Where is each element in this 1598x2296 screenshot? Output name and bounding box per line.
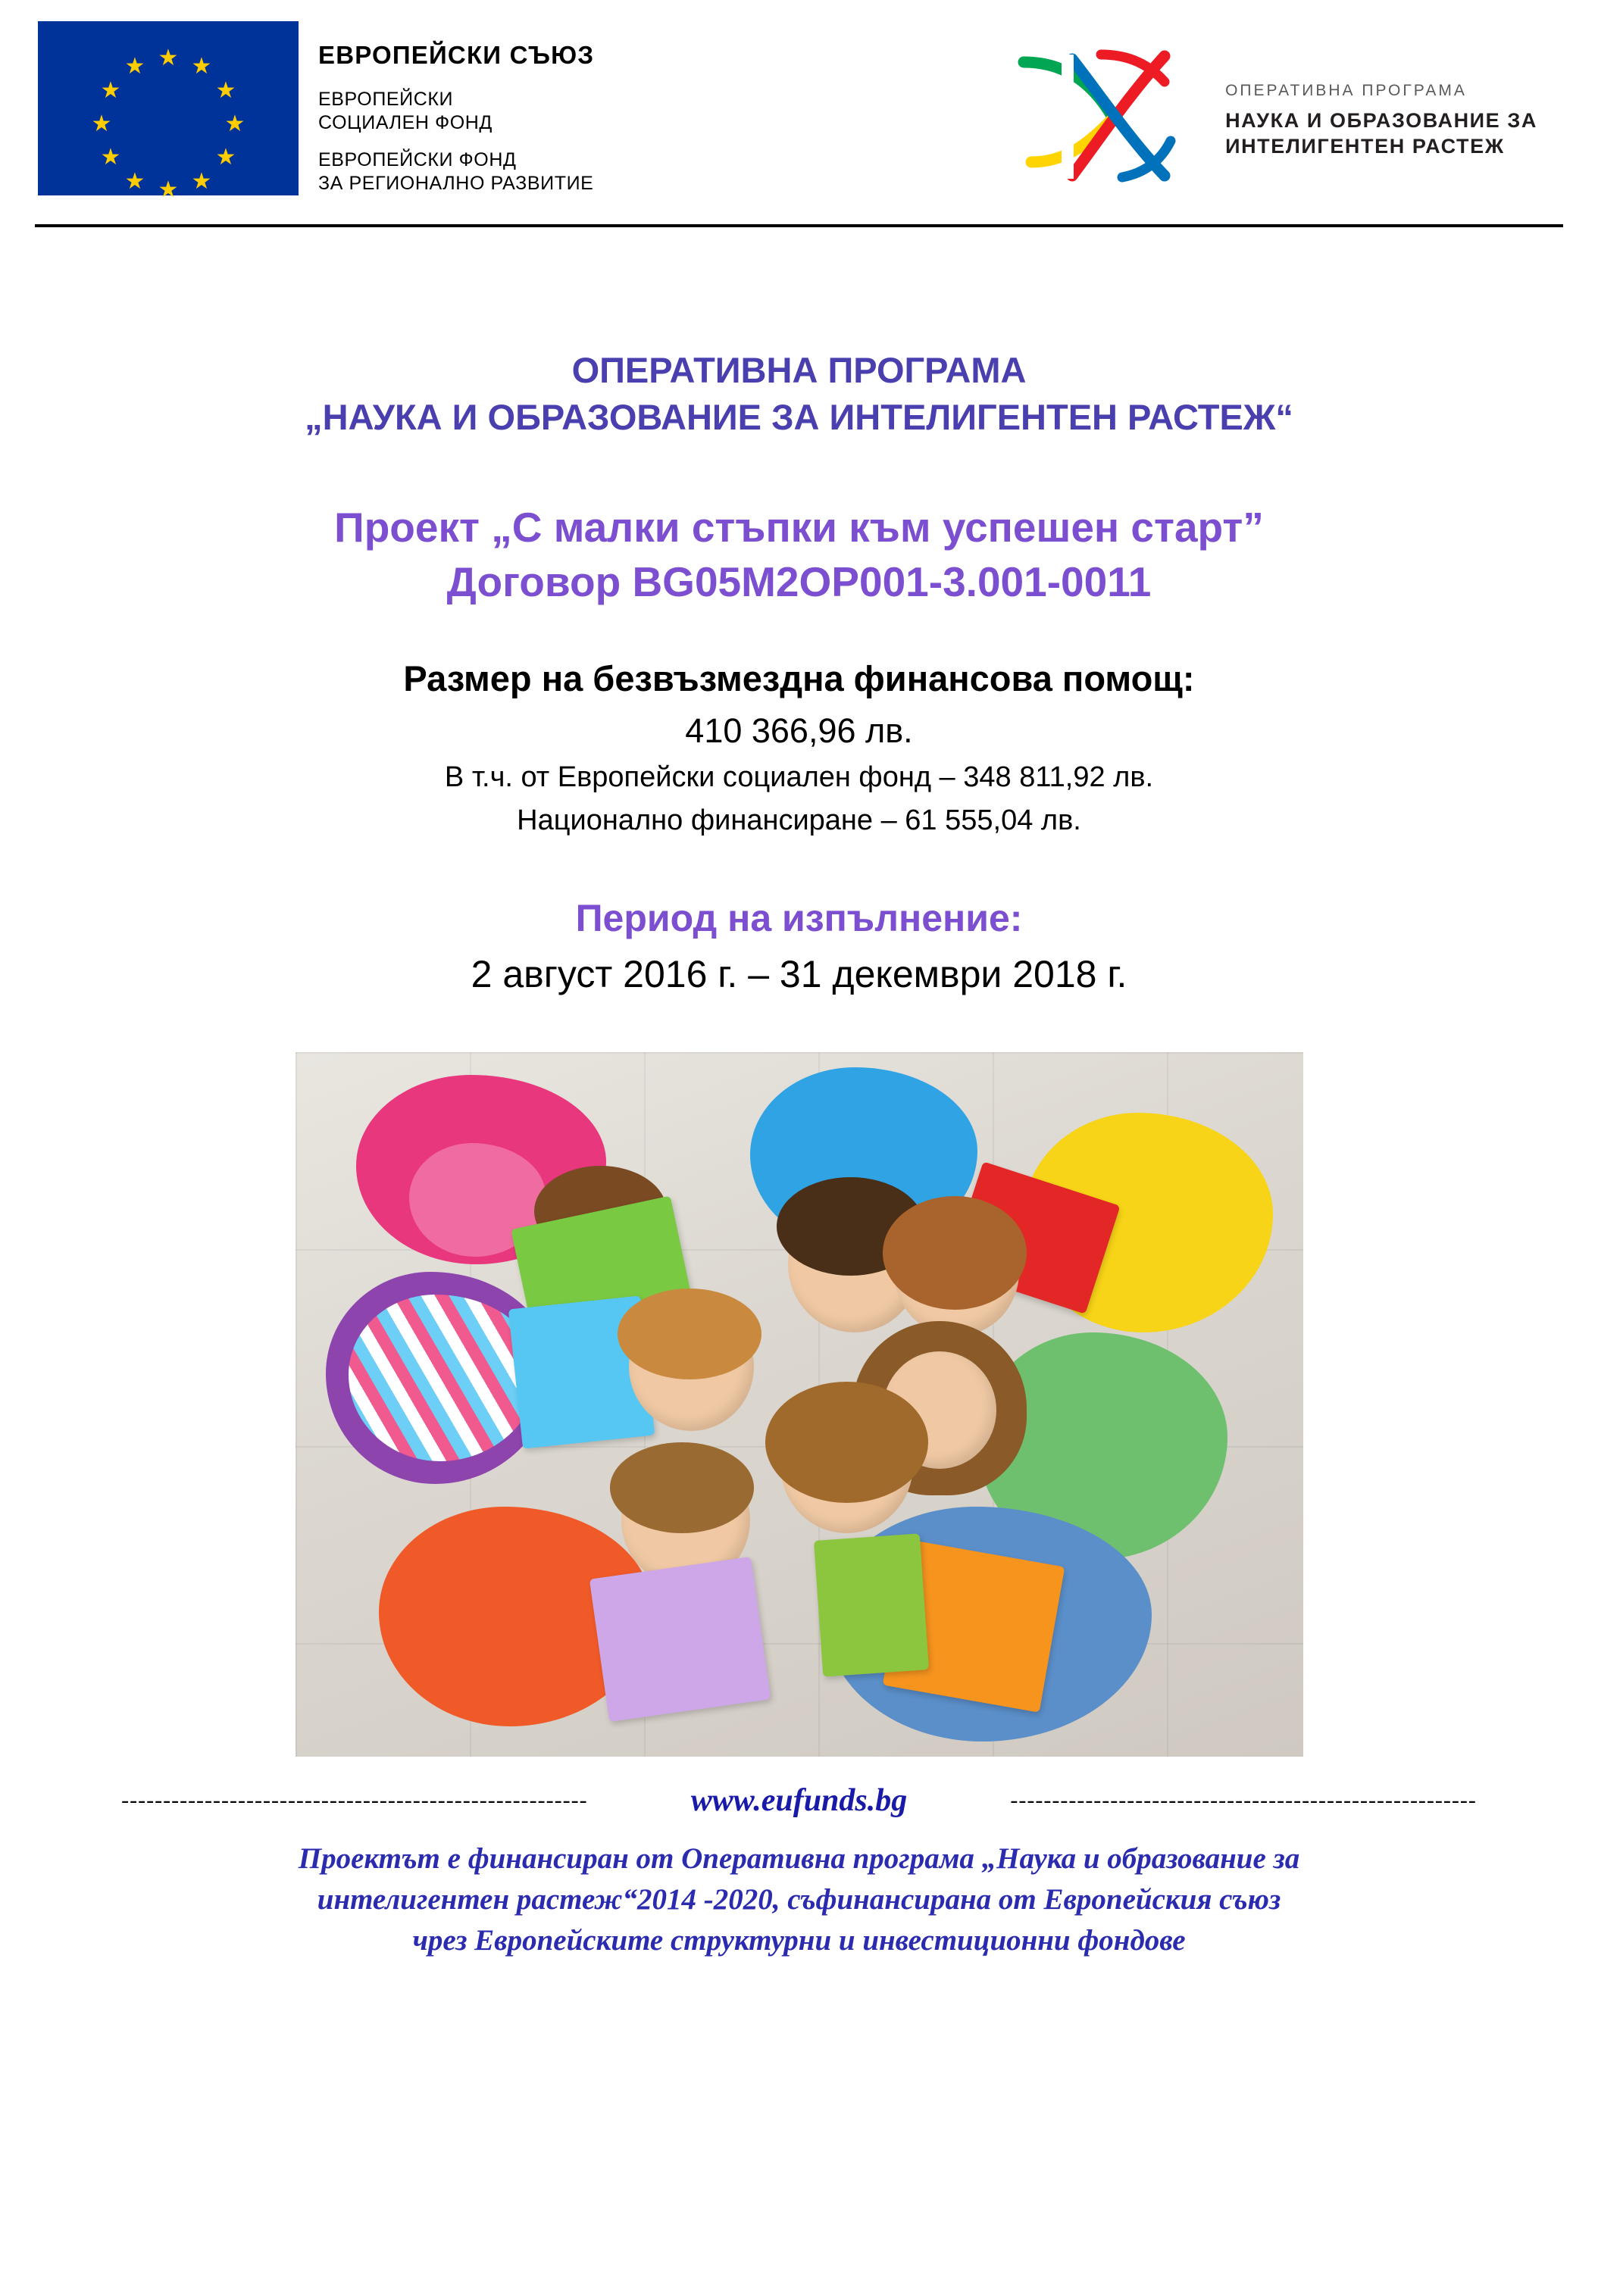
document-header [0, 0, 1598, 227]
eu-title: ЕВРОПЕЙСКИ СЪЮЗ [318, 41, 595, 69]
eu-line-3: ЕВРОПЕЙСКИ ФОНД [318, 149, 517, 170]
eu-flag-icon: ★ ★ ★ ★ ★ ★ ★ ★ ★ ★ ★ ★ [38, 21, 299, 195]
footer-disclaimer-line-3: чрез Европейските структурни и инвестиционни фондове [412, 1924, 1186, 1957]
footer-disclaimer-line-2: интелигентен растеж“2014 -2020, съфинансирана от Европейския съюз [317, 1883, 1281, 1916]
period-dates: 2 август 2016 г. – 31 декември 2018 г. [471, 953, 1127, 995]
eufunds-link[interactable]: www.eufunds.bg [690, 1783, 908, 1818]
footer-url-row [30, 1782, 1568, 1819]
eu-text-block [318, 21, 594, 195]
op-small-label: ОПЕРАТИВНА ПРОГРАМА [1225, 82, 1467, 99]
op-science-education-logo-icon [1016, 48, 1206, 185]
op-logo-block [1016, 21, 1553, 185]
photo-book-lightgreen [813, 1533, 928, 1676]
grant-title: Размер на безвъзмездна финансова помощ: [403, 658, 1195, 698]
photo-hair-3 [883, 1196, 1027, 1310]
eu-line-4: ЗА РЕГИОНАЛНО РАЗВИТИЕ [318, 173, 594, 194]
footer-dashes-left: -------------------------------------------------------- [121, 1788, 588, 1813]
eu-emblem-block [38, 21, 595, 202]
op-big-line-2: ИНТЕЛИГЕНТЕН РАСТЕЖ [1225, 135, 1505, 158]
photo-hair-7 [765, 1382, 928, 1503]
document-footer [0, 1782, 1598, 1961]
op-big-line-1: НАУКА И ОБРАЗОВАНИЕ ЗА [1225, 109, 1537, 132]
op-text-block [1225, 48, 1537, 159]
grant-esf-amount: В т.ч. от Европейски социален фонд – 348 811,92 лв. [444, 761, 1154, 793]
photo-hair-6 [610, 1442, 754, 1533]
children-photo [296, 1052, 1303, 1757]
project-heading [45, 500, 1553, 609]
contract-number: Договор BG05M2OP001-3.001-0011 [446, 558, 1152, 605]
photo-book-purple [589, 1557, 770, 1722]
grant-amount: 410 366,96 лв. [685, 711, 913, 750]
eu-line-1: ЕВРОПЕЙСКИ [318, 89, 454, 110]
project-name: Проект „С малки стъпки към успешен старт” [334, 504, 1264, 551]
footer-dashes-right: -------------------------------------------------------- [1010, 1788, 1477, 1813]
period-title: Период на изпълнение: [575, 897, 1023, 939]
footer-disclaimer [30, 1838, 1568, 1961]
eu-line-2: СОЦИАЛЕН ФОНД [318, 112, 493, 133]
footer-disclaimer-line-1: Проектът е финансиран от Оперативна програма „Наука и образование за [298, 1842, 1300, 1875]
grant-national-amount: Национално финансиране – 61 555,04 лв. [517, 804, 1081, 836]
program-heading [45, 347, 1553, 441]
program-heading-line-2: „НАУКА И ОБРАЗОВАНИЕ ЗА ИНТЕЛИГЕНТЕН РАСТЕЖ“ [305, 397, 1293, 437]
header-divider [35, 224, 1563, 227]
photo-hair-4 [618, 1289, 761, 1379]
document-body [0, 347, 1598, 1757]
program-heading-line-1: ОПЕРАТИВНА ПРОГРАМА [571, 350, 1027, 390]
